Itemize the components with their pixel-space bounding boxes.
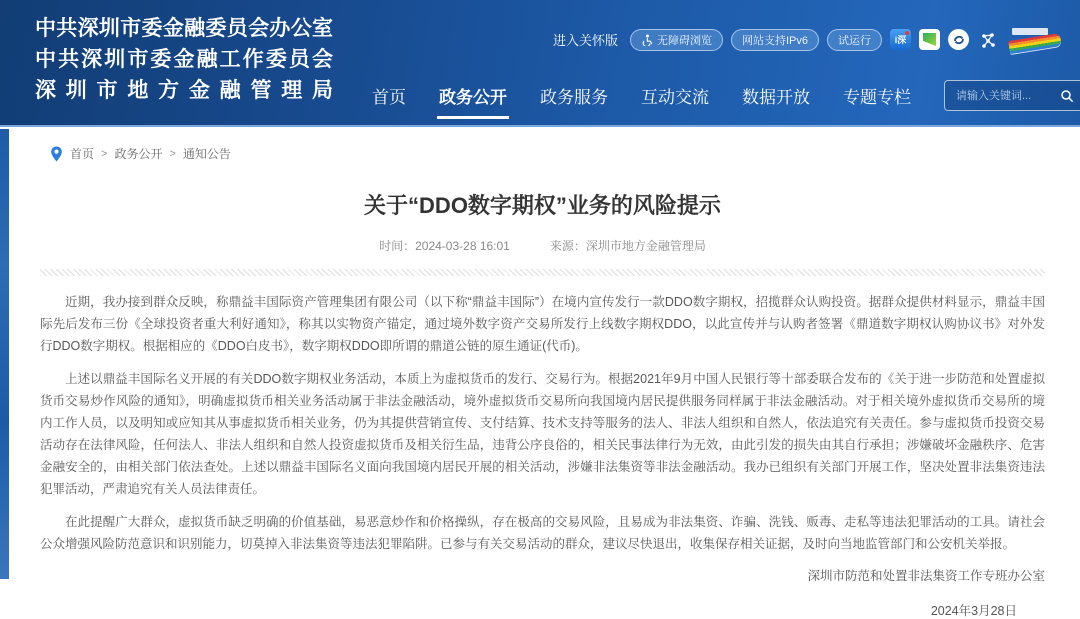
accessibility-badge-label: 无障碍浏览: [656, 34, 712, 47]
article-paragraph-3: 在此提醒广大群众，虚拟货币缺乏明确的价值基础，易恶意炒作和价格操纵，存在极高的交易风险，且易成为非法集资、诈骗、洗钱、贩毒、走私等违法犯罪活动的工具。请社会公众增强风险防范意识和识别能力，切莫掉入非法集资等违法犯罪陷阱。已参与有关交易活动的群众，建议尽快退出，收集保存相关证据，及时向当地监管部门和公安机关举报。: [40, 515, 1045, 551]
nav-special-topics[interactable]: 专题专栏: [843, 88, 911, 107]
nav-government-affairs[interactable]: 政务公开: [439, 83, 507, 108]
ipv6-badge[interactable]: [731, 29, 819, 51]
header-quick-links: [553, 26, 1064, 53]
main-navigation: [372, 80, 1060, 111]
signature-date: 2024年3月28日: [930, 604, 1017, 618]
article-page: [0, 145, 1080, 619]
accessibility-badge[interactable]: [630, 29, 723, 51]
nav-home[interactable]: 首页: [372, 88, 406, 107]
breadcrumb-government-affairs[interactable]: 政务公开: [114, 147, 163, 161]
ipv6-badge-label: 网站支持IPv6: [741, 34, 808, 47]
hatched-divider: [40, 269, 1045, 276]
publish-time: 时间：2024-03-28 16:01: [379, 239, 510, 253]
accessibility-icon: [641, 34, 653, 46]
org-title-line-3: 深圳市地方金融管理局: [35, 79, 333, 102]
nav-services[interactable]: 政务服务: [540, 88, 608, 107]
ishenzhen-app-icon[interactable]: i深: [890, 29, 911, 50]
org-title-line-1: 中共深圳市委金融委员会办公室: [35, 17, 333, 40]
event-logo-icon: [1006, 26, 1064, 53]
article-paragraph-2: 上述以鼎益丰国际名义开展的有关DDO数字期权业务活动，本质上为虚拟货币的发行、交易行为。根据2021年9月中国人民银行等十部委联合发布的《关于进一步防范和处置虚拟货币交易炒作风险的通知》，明确虚拟货币相关业务活动属于非法金融活动，境外虚拟货币交易所向我国境内居民提供服务同样属于非法金融活动。对于相关境外虚拟货币交易所的境内工作人员，以及明知或应知其从事虚拟货币相关业务，仍为其提供营销宣传、支付结算、技术支持等服务的法人、非法人组织和自然人，依法追究有关责任。参与虚拟货币投资交易活动存在法律风险，任何法人、非法人组织和自然人投资虚拟货币及相关衍生品，违背公序良俗的，相关民事法律行为无效，由此引发的损失由其自行承担；涉嫌破坏金融秩序、危害金融安全的，由相关部门依法查处。上述以鼎益丰国际名义面向我国境内居民开展的相关活动，涉嫌非法集资等非法金融活动。我办已组织有关部门开展工作，坚决处置非法集资违法犯罪活动，严肃追究有关人员法律责任。: [40, 372, 1045, 496]
trial-run-badge-label: 试运行: [838, 34, 871, 47]
breadcrumb-home[interactable]: 首页: [70, 147, 95, 161]
breadcrumb-separator: >: [169, 147, 176, 160]
network-share-icon[interactable]: [977, 29, 998, 50]
location-pin-icon: [50, 146, 63, 162]
trial-run-badge: [827, 29, 882, 51]
breadcrumb-separator: >: [101, 147, 108, 160]
site-header: [0, 0, 1080, 127]
nav-open-data[interactable]: 数据开放: [742, 88, 810, 107]
search-input[interactable]: [954, 89, 1060, 103]
breadcrumb-notices: 通知公告: [182, 147, 231, 161]
left-edge-decoration: [0, 129, 9, 579]
article-title: 关于“DDO数字期权”业务的风险提示: [364, 193, 721, 218]
site-search: [944, 80, 1080, 111]
breadcrumb: [50, 145, 1045, 162]
article-body: [40, 291, 1045, 555]
publish-source: 来源：深圳市地方金融管理局: [549, 239, 706, 253]
article-paragraph-1: 近期，我办接到群众反映，称鼎益丰国际资产管理集团有限公司（以下称“鼎益丰国际”）在境内宣传发行一款DDO数字期权，招揽群众认购投资。据群众提供材料显示，鼎益丰国际先后发布三份《全球投资者重大利好通知》，称其以实物资产锚定，通过境外数字资产交易所发行上线数字期权DDO，以此宣传并与认购者签署《鼎道数字期权认购协议书》对外发行DDO数字期权。根据相应的《DDO白皮书》，数字期权DDO即所谓的鼎道公链的原生通证(代币)。: [40, 295, 1045, 353]
nav-interaction[interactable]: 互动交流: [641, 88, 709, 107]
org-title-line-2: 中共深圳市委金融工作委员会: [35, 48, 333, 71]
care-version-link[interactable]: 进入关怀版: [552, 33, 618, 48]
site-logo-titles: [35, 13, 333, 106]
circular-arrows-icon[interactable]: [948, 29, 969, 50]
search-icon[interactable]: [1060, 89, 1074, 103]
signature-organization: 深圳市防范和处置非法集资工作专班办公室: [807, 569, 1045, 583]
article-meta: [40, 237, 1045, 254]
gov-site-badge-icon[interactable]: [919, 29, 940, 50]
